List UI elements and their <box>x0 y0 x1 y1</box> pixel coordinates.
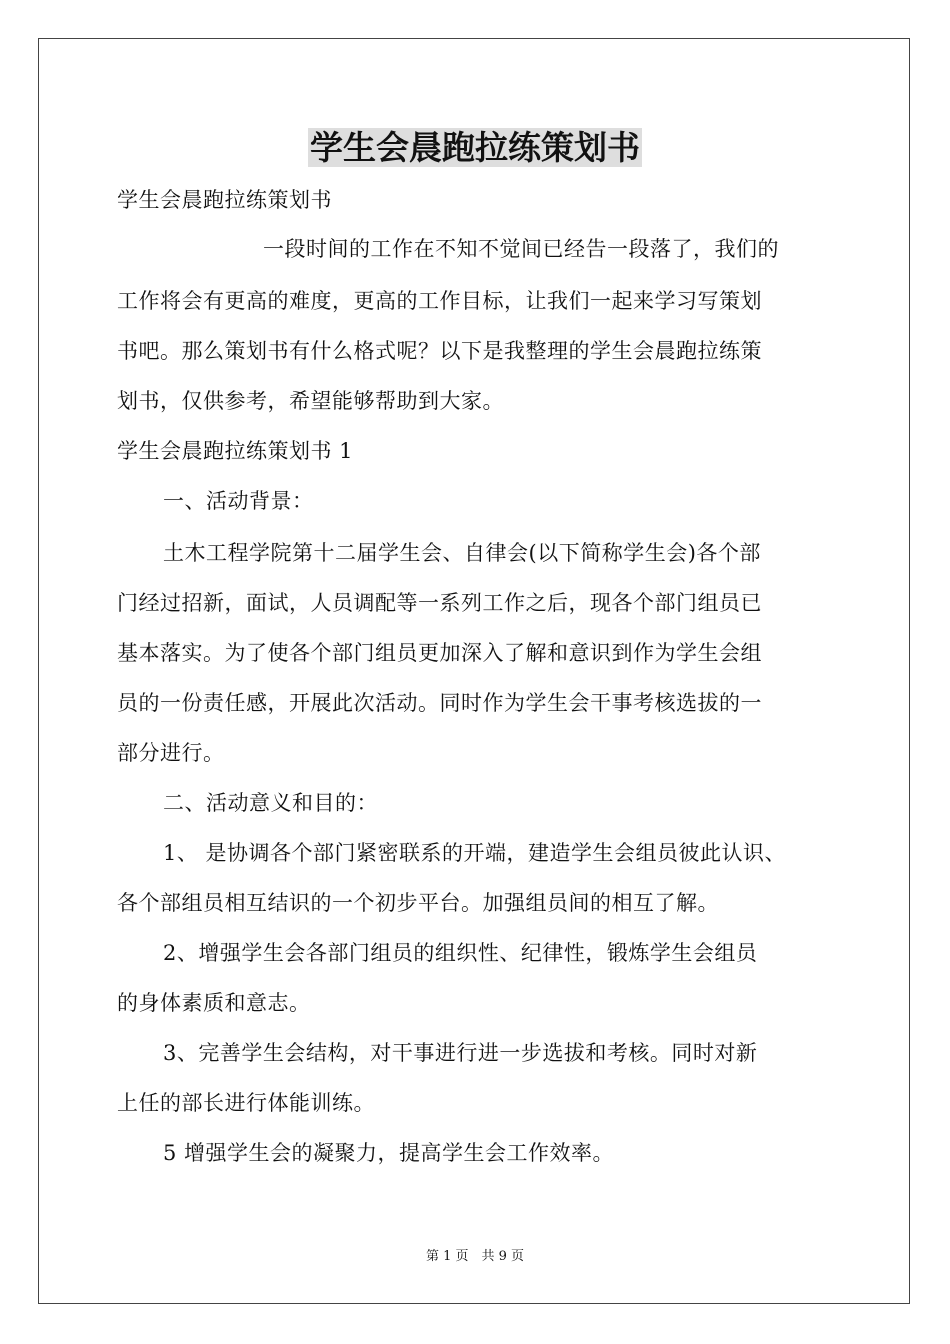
subtitle-line: 学生会晨跑拉练策划书 <box>117 188 332 212</box>
paragraph-line: 员的一份责任感，开展此次活动。同时作为学生会干事考核选拔的一 <box>117 691 762 715</box>
list-item-line: 各个部组员相互结识的一个初步平台。加强组员间的相互了解。 <box>117 891 719 915</box>
list-item-line: 5 增强学生会的凝聚力，提高学生会工作效率。 <box>163 1141 615 1165</box>
list-item-line: 上任的部长进行体能训练。 <box>117 1091 375 1115</box>
paragraph-line: 书吧。那么策划书有什么格式呢？以下是我整理的学生会晨跑拉练策 <box>117 339 762 363</box>
section-heading: 学生会晨跑拉练策划书 1 <box>117 439 354 463</box>
list-item-line: 1、 是协调各个部门紧密联系的开端，建造学生会组员彼此认识、 <box>163 841 787 865</box>
paragraph-line: 门经过招新，面试，人员调配等一系列工作之后，现各个部门组员已 <box>117 591 762 615</box>
list-item-line: 的身体素质和意志。 <box>117 991 311 1015</box>
page-footer: 第 1 页 共 9 页 <box>425 1249 525 1264</box>
paragraph-line: 工作将会有更高的难度，更高的工作目标，让我们一起来学习写策划 <box>117 289 762 313</box>
list-item-line: 2、增强学生会各部门组员的组织性、纪律性，锻炼学生会组员 <box>163 941 758 965</box>
paragraph-line: 基本落实。为了使各个部门组员更加深入了解和意识到作为学生会组 <box>117 641 762 665</box>
subheading: 一、活动背景： <box>163 489 314 513</box>
paragraph-line: 部分进行。 <box>117 741 225 765</box>
list-item-line: 3、完善学生会结构，对干事进行进一步选拔和考核。同时对新 <box>163 1041 758 1065</box>
paragraph-line: 划书，仅供参考，希望能够帮助到大家。 <box>117 389 504 413</box>
paragraph-line: 一段时间的工作在不知不觉间已经告一段落了，我们的 <box>263 237 779 261</box>
paragraph-line: 土木工程学院第十二届学生会、自律会(以下简称学生会)各个部 <box>163 541 761 565</box>
document-title: 学生会晨跑拉练策划书 <box>310 128 640 167</box>
subheading: 二、活动意义和目的： <box>163 791 378 815</box>
